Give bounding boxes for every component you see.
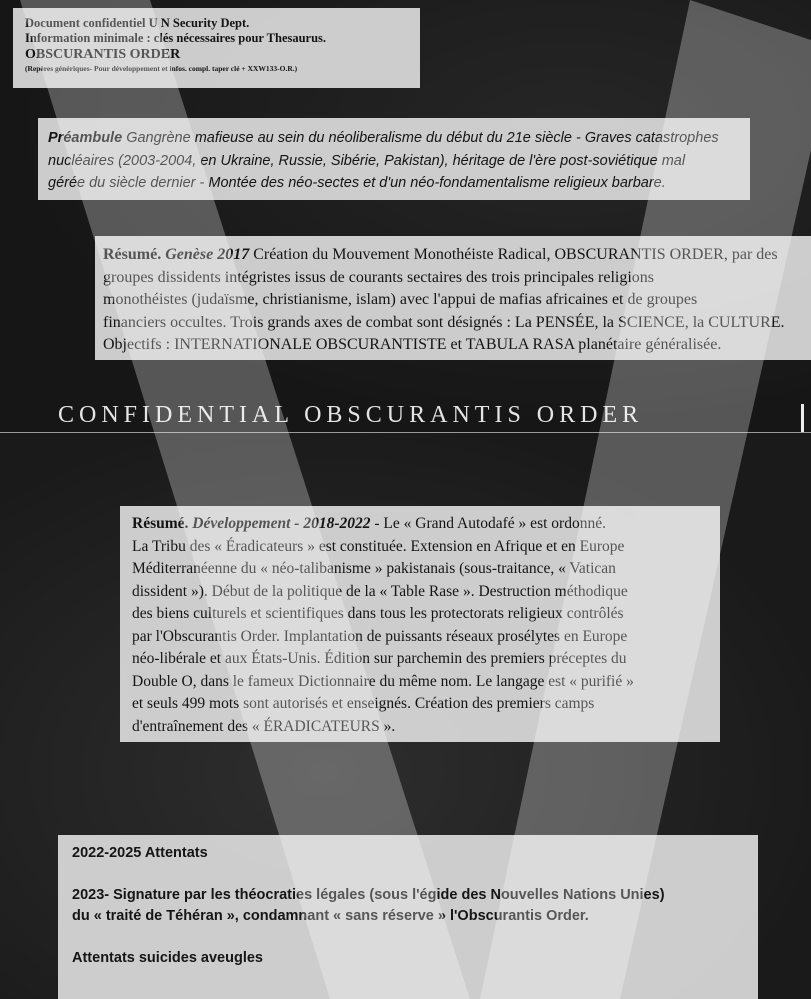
resume2-line-8: Double O, dans le fameux Dictionnaire du même nom. Le langage est « purifié »: [132, 672, 634, 690]
resume1-line-5: Objectifs : INTERNATIONALE OBSCURANTISTE et TABULA RASA planétaire généralisée.: [103, 336, 722, 353]
resume1-line-1: Création du Mouvement Monothéiste Radical, OBSCURANTIS ORDER, par des: [253, 246, 778, 263]
resume-genese-box: [95, 236, 811, 360]
resume2-line-5: des biens culturels et scientifiques dans tous les protectorats religieux contrôlés: [132, 605, 624, 622]
resume1-line-4: financiers occultes. Trois grands axes de combat sont désignés : La PENSÉE, la SCIENCE, la CULTURE.: [103, 313, 785, 331]
attentats-line-2: du « traité de Téhéran », condamnant « sans réserve » l'Obscurantis Order.: [72, 908, 589, 924]
resume1-title: Genèse 2017: [165, 246, 250, 263]
preambule-label: Préambule: [48, 130, 123, 146]
resume2-label: Résumé.: [132, 515, 189, 532]
header-note: (Repères génériques- Pour développement et infos. compl. taper clé + XXW133-O.R.): [25, 64, 298, 73]
resume-developpement-box: [120, 506, 720, 742]
attentats-footer: Attentats suicides aveugles: [72, 950, 263, 966]
resume2-line-7: néo-libérale et aux États-Unis. Édition sur parchemin des premiers préceptes du: [132, 650, 627, 667]
resume2-line-2: La Tribu des « Éradicateurs » est constituée. Extension en Afrique et en Europe: [132, 537, 625, 555]
attentats-line-1: 2023- Signature par les théocraties légales (sous l'égide des Nouvelles Nations Unies): [72, 887, 665, 903]
preambule-line-3: gérée du siècle dernier - Montée des néo-sectes et d'un néo-fondamentalisme religieux barbare.: [48, 175, 666, 191]
resume2-line-3: Méditerranéenne du « néo-talibanisme » pakistanais (sous-traitance, « Vatican: [132, 560, 616, 577]
resume2-line-9: et seuls 499 mots sont autorisés et enseignés. Création des premiers camps: [132, 695, 595, 712]
header-line-2: Information minimale : clés nécessaires pour Thesaurus.: [25, 31, 327, 45]
resume2-line-10: d'entraînement des « ÉRADICATEURS ».: [132, 717, 396, 735]
resume2-line-4: dissident »). Début de la politique de la « Table Rase ». Destruction méthodique: [132, 582, 628, 600]
confidential-banner: CONFIDENTIAL OBSCURANTIS ORDER: [58, 402, 644, 428]
preambule-line-1: Gangrène mafieuse au sein du néoliberalisme du début du 21e siècle - Graves catastrophes: [126, 130, 719, 146]
resume2-line-6: par l'Obscurantis Order. Implantation de puissants réseaux prosélytes en Europe: [132, 627, 628, 645]
header-line-1: Document confidentiel U N Security Dept.: [25, 16, 250, 30]
preambule-box: [38, 118, 750, 200]
resume2-title: Développement - 2018-2022: [192, 515, 371, 532]
attentats-box: [58, 835, 758, 999]
resume1-line-2: groupes dissidents intégristes issus de courants sectaires des trois principales religions: [103, 268, 655, 286]
header-title: OBSCURANTIS ORDER: [25, 47, 181, 62]
resume1-label: Résumé.: [103, 246, 162, 263]
attentats-heading: 2022-2025 Attentats: [72, 845, 208, 861]
preambule-line-2: nucléaires (2003-2004, en Ukraine, Russie, Sibérie, Pakistan), héritage de l'ère post-soviétique mal: [48, 152, 686, 169]
divider-line: [0, 432, 811, 433]
edge-mark: [801, 404, 804, 432]
header-box: [13, 8, 420, 88]
resume1-line-3: monothéistes (judaïsme, christianisme, islam) avec l'appui de mafias africaines et de groupes: [103, 291, 698, 308]
resume2-line-1: - Le « Grand Autodafé » est ordonné.: [374, 515, 606, 532]
